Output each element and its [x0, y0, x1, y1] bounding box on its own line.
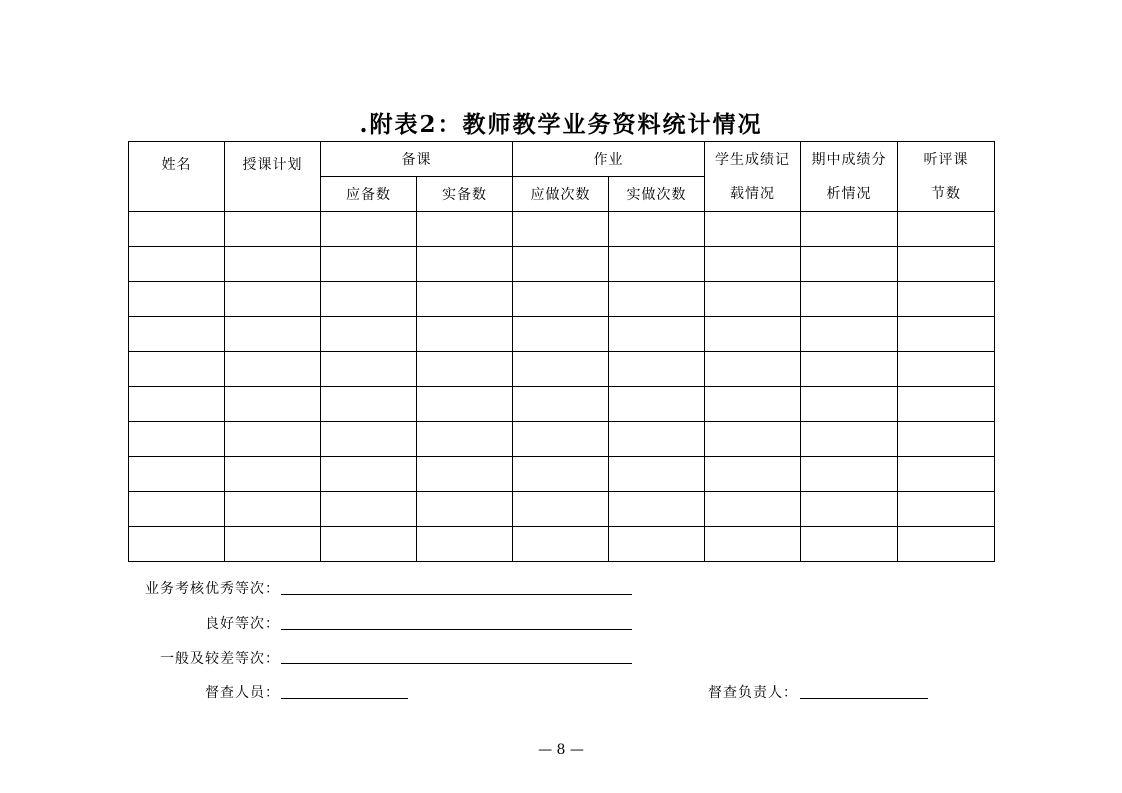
header-midterm-line1: 期中成绩分 — [811, 151, 887, 168]
header-prep: 备课 — [321, 142, 513, 177]
table-cell[interactable] — [898, 282, 995, 317]
table-cell[interactable] — [705, 247, 801, 282]
table-cell[interactable] — [417, 352, 513, 387]
table-row — [129, 492, 995, 527]
table-cell[interactable] — [609, 492, 705, 527]
table-cell[interactable] — [801, 282, 898, 317]
good-label: 良好等次： — [205, 616, 280, 632]
table-cell[interactable] — [129, 317, 225, 352]
table-row — [129, 282, 995, 317]
excellent-label: 业务考核优秀等次： — [145, 581, 280, 597]
table-cell[interactable] — [801, 247, 898, 282]
table-cell[interactable] — [417, 422, 513, 457]
header-homework: 作业 — [513, 142, 705, 177]
table-cell[interactable] — [417, 457, 513, 492]
table-cell[interactable] — [513, 457, 609, 492]
table-cell[interactable] — [609, 387, 705, 422]
table-cell[interactable] — [321, 247, 417, 282]
table-cell[interactable] — [513, 247, 609, 282]
table-cell[interactable] — [129, 527, 225, 562]
table-cell[interactable] — [417, 247, 513, 282]
header-hw-required: 应做次数 — [513, 177, 609, 212]
header-plan: 授课计划 — [225, 142, 321, 212]
table-cell[interactable] — [321, 457, 417, 492]
table-cell[interactable] — [898, 422, 995, 457]
table-cell[interactable] — [417, 317, 513, 352]
table-cell[interactable] — [129, 352, 225, 387]
table-cell[interactable] — [321, 352, 417, 387]
table-cell[interactable] — [129, 282, 225, 317]
table-cell[interactable] — [705, 457, 801, 492]
table-cell[interactable] — [705, 282, 801, 317]
table-cell[interactable] — [705, 317, 801, 352]
table-cell[interactable] — [513, 282, 609, 317]
header-observe-line1: 听评课 — [923, 151, 969, 168]
table-cell[interactable] — [321, 212, 417, 247]
table-cell[interactable] — [513, 422, 609, 457]
header-midterm — [801, 142, 898, 212]
table-cell[interactable] — [129, 457, 225, 492]
table-cell[interactable] — [705, 422, 801, 457]
table-cell[interactable] — [898, 492, 995, 527]
table-cell[interactable] — [609, 212, 705, 247]
table-cell[interactable] — [801, 212, 898, 247]
header-hw-actual: 实做次数 — [609, 177, 705, 212]
table-cell[interactable] — [225, 527, 321, 562]
table-cell[interactable] — [225, 492, 321, 527]
header-prep-actual: 实备数 — [417, 177, 513, 212]
inspector-label: 督查人员： — [205, 685, 280, 701]
table-cell[interactable] — [898, 212, 995, 247]
table-cell[interactable] — [321, 527, 417, 562]
header-observe-line2: 节数 — [931, 185, 961, 202]
table-row — [129, 527, 995, 562]
table-row — [129, 387, 995, 422]
table-cell[interactable] — [225, 282, 321, 317]
stats-table — [128, 141, 995, 562]
header-grades-line2: 载情况 — [730, 185, 775, 202]
table-cell[interactable] — [898, 352, 995, 387]
supervisor-label: 督查负责人： — [708, 685, 798, 701]
table-cell[interactable] — [321, 422, 417, 457]
table-cell[interactable] — [705, 492, 801, 527]
table-cell[interactable] — [129, 247, 225, 282]
table-cell[interactable] — [609, 422, 705, 457]
table-cell[interactable] — [609, 282, 705, 317]
table-cell[interactable] — [898, 387, 995, 422]
table-cell[interactable] — [705, 527, 801, 562]
table-cell[interactable] — [609, 247, 705, 282]
inspector-field — [128, 682, 280, 702]
table-cell[interactable] — [898, 247, 995, 282]
header-prep-required: 应备数 — [321, 177, 417, 212]
table-cell[interactable] — [513, 492, 609, 527]
table-row — [129, 422, 995, 457]
good-input-line[interactable] — [281, 629, 632, 630]
table-cell[interactable] — [609, 352, 705, 387]
table-cell[interactable] — [609, 457, 705, 492]
table-cell[interactable] — [225, 247, 321, 282]
table-cell[interactable] — [321, 317, 417, 352]
table-row — [129, 247, 995, 282]
header-grades — [705, 142, 801, 212]
table-cell[interactable] — [801, 457, 898, 492]
table-cell[interactable] — [513, 387, 609, 422]
table-cell[interactable] — [129, 387, 225, 422]
table-cell[interactable] — [225, 387, 321, 422]
table-cell[interactable] — [225, 457, 321, 492]
table-cell[interactable] — [225, 352, 321, 387]
good-field — [128, 613, 280, 633]
header-midterm-line2: 析情况 — [826, 185, 872, 202]
table-cell[interactable] — [417, 527, 513, 562]
table-cell[interactable] — [513, 317, 609, 352]
table-row — [129, 317, 995, 352]
table-cell[interactable] — [801, 527, 898, 562]
table-cell[interactable] — [129, 422, 225, 457]
average-field — [128, 648, 280, 668]
table-cell[interactable] — [417, 282, 513, 317]
supervisor-field — [640, 682, 798, 702]
table-cell[interactable] — [801, 352, 898, 387]
table-cell[interactable] — [801, 387, 898, 422]
table-cell[interactable] — [129, 492, 225, 527]
table-cell[interactable] — [705, 352, 801, 387]
inspector-input-line[interactable] — [281, 698, 408, 699]
table-cell[interactable] — [705, 212, 801, 247]
table-cell[interactable] — [801, 492, 898, 527]
table-cell[interactable] — [417, 492, 513, 527]
table-row — [129, 457, 995, 492]
average-input-line[interactable] — [281, 663, 632, 664]
page-title: .附表2：教师教学业务资料统计情况 — [359, 111, 763, 138]
table-cell[interactable] — [609, 317, 705, 352]
table-row — [129, 212, 995, 247]
table-cell[interactable] — [417, 387, 513, 422]
header-name: 姓名 — [129, 142, 225, 212]
excellent-field — [128, 578, 280, 598]
table-row — [129, 352, 995, 387]
table-body — [129, 212, 995, 562]
header-grades-line1: 学生成绩记 — [715, 151, 790, 168]
table-cell[interactable] — [321, 282, 417, 317]
table-cell[interactable] — [513, 527, 609, 562]
table-cell[interactable] — [321, 492, 417, 527]
page-number: — 8 — — [538, 742, 584, 758]
header-observe — [898, 142, 995, 212]
table-cell[interactable] — [129, 212, 225, 247]
table-cell[interactable] — [513, 212, 609, 247]
supervisor-input-line[interactable] — [800, 698, 928, 699]
table-cell[interactable] — [801, 317, 898, 352]
table-cell[interactable] — [801, 422, 898, 457]
excellent-input-line[interactable] — [281, 594, 632, 595]
table-cell[interactable] — [898, 527, 995, 562]
table-cell[interactable] — [705, 387, 801, 422]
table-cell[interactable] — [417, 212, 513, 247]
table-cell[interactable] — [609, 527, 705, 562]
table-cell[interactable] — [225, 212, 321, 247]
average-label: 一般及较差等次： — [160, 651, 280, 667]
table-cell[interactable] — [225, 422, 321, 457]
table-cell[interactable] — [321, 387, 417, 422]
table-cell[interactable] — [898, 317, 995, 352]
table-cell[interactable] — [513, 352, 609, 387]
table-cell[interactable] — [225, 317, 321, 352]
table-cell[interactable] — [898, 457, 995, 492]
